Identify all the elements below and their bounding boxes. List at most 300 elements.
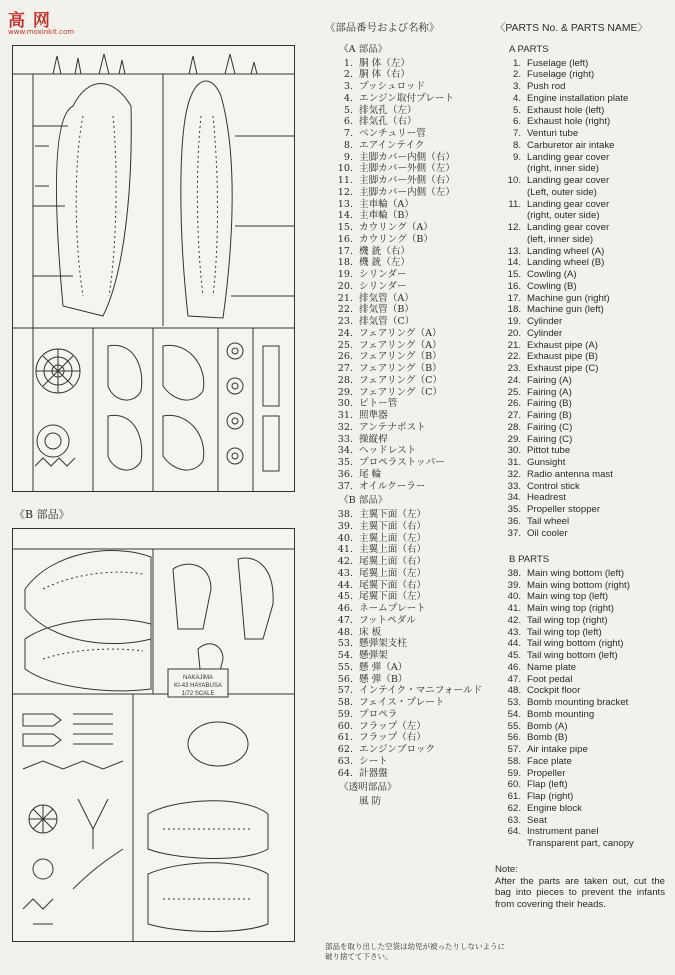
part-name: (right, inner side) <box>527 163 599 175</box>
part-row <box>495 697 665 709</box>
part-number: 12. <box>507 222 521 233</box>
part-name: Engine block <box>527 802 582 814</box>
part-row <box>325 721 495 733</box>
part-number: 23. <box>337 316 353 327</box>
part-row <box>495 410 665 422</box>
part-number: 28. <box>337 374 353 386</box>
part-row <box>495 187 665 199</box>
part-name: Fairing (A) <box>527 386 572 398</box>
part-name: Tail wing bottom (right) <box>527 638 624 650</box>
part-number: 25. <box>337 339 353 351</box>
part-row <box>495 803 665 815</box>
part-row <box>325 709 495 721</box>
part-name: シート <box>359 755 388 767</box>
en-parts-a <box>495 58 665 540</box>
part-name: Cowling (B) <box>527 280 577 292</box>
part-row <box>495 293 665 305</box>
part-name: Fuselage (right) <box>527 69 595 81</box>
part-row <box>325 568 495 580</box>
part-row <box>495 650 665 662</box>
part-row <box>325 533 495 545</box>
part-row <box>495 269 665 281</box>
part-name: Fairing (B) <box>527 398 572 410</box>
part-number: 63. <box>507 814 521 826</box>
part-number: 43. <box>337 567 353 579</box>
part-name: カウリング（A） <box>359 222 433 233</box>
part-row <box>325 603 495 615</box>
part-number: 61. <box>507 791 521 802</box>
part-number <box>495 838 527 850</box>
part-number: 6. <box>343 116 353 128</box>
part-row <box>495 627 665 639</box>
part-name: Push rod <box>527 81 566 92</box>
part-number: 2. <box>512 69 521 81</box>
part-name: Flap (right) <box>527 791 574 802</box>
part-name: アンテナポスト <box>359 421 426 433</box>
jp-list-header: 《部品番号および名称》 <box>325 22 440 34</box>
part-number: 1. <box>512 57 521 69</box>
part-name: Bomb (A) <box>527 720 568 732</box>
part-name: Tail wing top (right) <box>527 614 608 626</box>
jp-clear-part-row <box>325 796 495 808</box>
part-number: 45. <box>337 591 353 603</box>
part-name: 胴 体（左） <box>359 57 411 69</box>
part-number: 41. <box>337 544 353 556</box>
part-row <box>495 422 665 434</box>
part-row <box>325 544 495 556</box>
part-number: 11. <box>508 198 521 210</box>
part-number: 4. <box>343 92 353 104</box>
part-number: 63. <box>337 755 353 767</box>
part-row <box>325 116 495 128</box>
part-row <box>325 591 495 603</box>
part-name: ネームプレート <box>359 603 426 614</box>
part-number: 15. <box>337 222 353 233</box>
part-number: 48. <box>337 626 353 638</box>
part-number <box>495 234 527 246</box>
part-number: 27. <box>507 410 521 421</box>
part-row <box>325 768 495 780</box>
part-row <box>325 187 495 199</box>
part-row <box>495 756 665 768</box>
part-name: 尾 輪 <box>359 468 382 480</box>
part-number: 38. <box>337 509 353 520</box>
part-row <box>325 351 495 363</box>
part-name: オイルクーラー <box>359 480 426 492</box>
part-number: 48. <box>507 685 521 697</box>
part-row <box>325 58 495 70</box>
part-name: Control stick <box>527 480 580 492</box>
part-row <box>325 210 495 222</box>
part-number: 35. <box>507 504 521 515</box>
part-row <box>495 504 665 516</box>
part-name: Engine installation plate <box>527 92 629 104</box>
part-number: 59. <box>337 708 353 720</box>
en-list-header: 〈PARTS No. & PARTS NAME〉 <box>495 23 648 34</box>
part-number: 11. <box>337 175 353 186</box>
part-row <box>325 152 495 164</box>
part-name: 主脚カバー内側（右） <box>359 151 455 163</box>
jp-section-clear: 《透明部品》 <box>339 782 397 794</box>
part-name: Bomb mounting <box>527 708 595 720</box>
part-row <box>325 328 495 340</box>
part-row <box>495 140 665 152</box>
watermark-url: www.moxinkit.com <box>8 28 75 36</box>
part-number: 59. <box>507 767 521 779</box>
en-section-a: A PARTS <box>509 43 549 55</box>
part-number: 42. <box>507 614 521 626</box>
part-number: 60. <box>507 779 521 791</box>
part-name: Fairing (B) <box>527 410 572 421</box>
part-name: Machine gun (left) <box>527 304 604 316</box>
part-name: Pittot tube <box>527 445 571 457</box>
part-row <box>495 257 665 269</box>
part-name: エアインテイク <box>359 139 425 151</box>
part-row <box>495 234 665 246</box>
part-name: 懸弾架 <box>359 650 388 661</box>
part-name: 胴 体（右） <box>359 69 411 81</box>
part-row <box>325 199 495 211</box>
en-parts-list <box>495 23 665 911</box>
part-name: Landing gear cover <box>527 175 610 186</box>
part-name: Fairing (C) <box>527 421 573 433</box>
part-number: 62. <box>507 802 521 814</box>
part-name: Bomb (B) <box>527 732 568 744</box>
part-name: (left, inner side) <box>527 233 594 245</box>
part-name: 排気管（C） <box>359 316 415 327</box>
part-name: 主車輪（A） <box>359 198 414 210</box>
part-row <box>495 222 665 234</box>
part-number: 37. <box>507 527 521 539</box>
part-row <box>325 281 495 293</box>
part-name: Landing gear cover <box>527 222 610 233</box>
part-row <box>325 140 495 152</box>
part-row <box>495 591 665 603</box>
part-row <box>325 685 495 697</box>
part-number: 10. <box>337 163 353 175</box>
part-name: Oil cooler <box>527 527 568 539</box>
part-row <box>325 375 495 387</box>
part-number: 46. <box>337 603 353 614</box>
part-row <box>325 732 495 744</box>
part-number: 27. <box>337 363 353 374</box>
part-row <box>495 732 665 744</box>
name-plate-line-1: NAKAJIMA <box>182 675 214 681</box>
part-name: Propeller <box>527 767 566 779</box>
part-name: フットペダル <box>359 614 416 626</box>
part-row <box>325 615 495 627</box>
part-row <box>495 199 665 211</box>
part-number: 36. <box>507 515 521 527</box>
part-row <box>495 316 665 328</box>
part-number: 44. <box>507 638 521 650</box>
part-name: 主脚カバー内側（左） <box>359 186 455 198</box>
part-row <box>495 387 665 399</box>
part-name: Face plate <box>527 755 572 767</box>
part-number: 61. <box>337 732 353 744</box>
part-row <box>325 744 495 756</box>
jp-clear-part: 風 防 <box>359 796 382 807</box>
part-name: Tail wheel <box>527 515 570 527</box>
part-row <box>495 469 665 481</box>
part-row <box>495 152 665 164</box>
part-row <box>495 838 665 850</box>
part-number: 3. <box>343 81 353 92</box>
watermark <box>8 6 74 36</box>
part-row <box>495 445 665 457</box>
part-row <box>495 363 665 375</box>
part-name: 尾翼下面（右） <box>359 579 427 591</box>
part-number: 7. <box>343 128 353 139</box>
part-name: 尾翼下面（左） <box>359 591 427 603</box>
part-number: 38. <box>507 567 521 579</box>
part-row <box>325 246 495 258</box>
part-row <box>325 580 495 592</box>
part-number: 57. <box>337 685 353 697</box>
part-number: 7. <box>512 128 521 139</box>
part-row <box>495 328 665 340</box>
part-name: 主翼上面（左） <box>359 532 427 544</box>
part-row <box>325 222 495 234</box>
part-row <box>495 615 665 627</box>
part-number: 31. <box>507 457 521 468</box>
part-number: 3. <box>512 81 521 92</box>
part-row <box>325 398 495 410</box>
part-row <box>325 638 495 650</box>
part-name: フェアリング（C） <box>359 386 443 398</box>
part-name: Headrest <box>527 492 566 504</box>
part-row <box>325 304 495 316</box>
part-name: Fairing (A) <box>527 374 572 386</box>
part-name: Landing wheel (A) <box>527 245 605 257</box>
part-name: (Left, outer side) <box>527 186 597 198</box>
part-number: 16. <box>337 233 353 245</box>
part-name: Exhaust pipe (B) <box>527 351 598 363</box>
part-number <box>325 796 359 808</box>
part-name: Exhaust pipe (A) <box>527 339 598 351</box>
part-name: Instrument panel <box>527 826 599 838</box>
part-name: 操縦桿 <box>359 433 388 445</box>
part-row <box>325 69 495 81</box>
part-name: シリンダー <box>359 280 407 292</box>
part-number: 64. <box>507 826 521 838</box>
part-name: ベンチュリー管 <box>359 128 426 139</box>
part-name: Exhaust hole (right) <box>527 116 611 128</box>
part-number: 24. <box>337 327 353 339</box>
part-name: 排気管（A） <box>359 292 414 304</box>
part-number: 26. <box>507 398 521 410</box>
part-row <box>325 410 495 422</box>
part-row <box>325 662 495 674</box>
part-name: Flap (left) <box>527 779 568 791</box>
part-name: Exhaust hole (left) <box>527 104 605 116</box>
part-number: 36. <box>337 468 353 480</box>
part-name: Tail wing top (left) <box>527 626 602 638</box>
part-number: 5. <box>512 104 521 116</box>
part-row <box>495 175 665 187</box>
part-number: 20. <box>507 327 521 339</box>
part-name: 懸弾架支柱 <box>359 638 407 650</box>
part-name: フェアリング（A） <box>359 339 442 351</box>
en-note <box>495 864 665 911</box>
part-number: 41. <box>507 603 521 614</box>
part-number: 53. <box>507 697 521 708</box>
part-row <box>495 603 665 615</box>
part-name: 尾翼上面（左） <box>359 567 427 579</box>
part-number: 10. <box>507 175 521 186</box>
part-number: 62. <box>337 744 353 755</box>
part-name: Radio antenna mast <box>527 468 613 480</box>
part-name: ヘッドレスト <box>359 445 417 457</box>
part-row <box>495 791 665 803</box>
part-row <box>495 709 665 721</box>
part-name: Cylinder <box>527 327 563 339</box>
part-row <box>495 434 665 446</box>
part-number: 43. <box>507 626 521 638</box>
part-row <box>325 163 495 175</box>
part-number: 17. <box>337 245 353 257</box>
part-name: エンジンブロック <box>359 744 436 755</box>
part-name: 主翼上面（右） <box>359 544 427 556</box>
part-name: プッシュロッド <box>359 81 426 92</box>
en-note-body: After the parts are taken out, cut the bag into pieces to prevent the infants from covering their heads. <box>495 875 665 911</box>
part-number: 30. <box>507 445 521 457</box>
part-name: 排気孔（左） <box>359 104 417 116</box>
part-name: 計器盤 <box>359 767 388 779</box>
part-row <box>325 457 495 469</box>
part-number: 47. <box>507 673 521 685</box>
part-row <box>325 316 495 328</box>
part-number: 44. <box>337 579 353 591</box>
part-row <box>495 528 665 540</box>
part-row <box>495 516 665 528</box>
jp-parts-list <box>325 23 495 808</box>
sprue-b-label: 《B 部品》 <box>14 508 70 521</box>
part-number: 15. <box>507 269 521 280</box>
part-number: 14. <box>337 210 353 222</box>
part-name: (right, outer side) <box>527 210 600 222</box>
part-number: 33. <box>337 433 353 445</box>
part-number: 56. <box>507 732 521 744</box>
part-row <box>325 234 495 246</box>
part-name: 主脚カバー外側（右） <box>359 175 455 186</box>
part-number: 29. <box>507 433 521 445</box>
part-row <box>495 779 665 791</box>
part-name: フェアリング（B） <box>359 363 442 374</box>
part-name: プロペラストッパー <box>359 457 445 468</box>
part-name: ピトー管 <box>359 398 398 410</box>
part-row <box>325 293 495 305</box>
part-number: 34. <box>337 445 353 457</box>
part-row <box>325 257 495 269</box>
part-name: 機 銃（左） <box>359 257 411 269</box>
part-number: 9. <box>343 151 353 163</box>
part-number: 64. <box>337 767 353 779</box>
part-name: シリンダー <box>359 269 407 280</box>
part-row <box>495 744 665 756</box>
part-name: Cowling (A) <box>527 269 577 280</box>
en-note-title: Note: <box>495 863 518 875</box>
part-number: 23. <box>507 363 521 374</box>
part-name: プロペラ <box>359 708 398 720</box>
part-number: 55. <box>507 720 521 732</box>
part-number: 19. <box>337 269 353 280</box>
part-name: Name plate <box>527 661 577 673</box>
part-row <box>325 128 495 140</box>
part-number: 35. <box>337 457 353 468</box>
part-number <box>495 210 527 222</box>
part-row <box>495 340 665 352</box>
part-row <box>325 674 495 686</box>
part-name: Main wing bottom (right) <box>527 579 630 591</box>
part-row <box>495 351 665 363</box>
sprue-a-drawing <box>13 46 294 491</box>
part-number: 60. <box>337 720 353 732</box>
part-row <box>495 105 665 117</box>
part-row <box>495 58 665 70</box>
part-name: Fuselage (left) <box>527 57 589 69</box>
part-number: 13. <box>337 198 353 210</box>
part-number: 2. <box>343 69 353 81</box>
part-name: 機 銃（右） <box>359 245 411 257</box>
part-row <box>495 81 665 93</box>
part-number: 33. <box>507 480 521 492</box>
part-number: 22. <box>337 304 353 316</box>
part-number: 54. <box>507 708 521 720</box>
part-number: 55. <box>337 661 353 673</box>
part-number: 17. <box>507 292 521 304</box>
en-section-b: B PARTS <box>509 554 550 565</box>
part-number: 28. <box>507 421 521 433</box>
part-name: 懸 弾（B） <box>359 673 408 685</box>
part-name: フェイス・プレート <box>359 697 445 708</box>
part-name: Main wing top (left) <box>527 591 609 603</box>
part-name: 主車輪（B） <box>359 210 415 222</box>
part-row <box>495 281 665 293</box>
part-row <box>495 768 665 780</box>
part-number: 26. <box>337 351 353 363</box>
part-number: 45. <box>507 650 521 661</box>
part-row <box>325 93 495 105</box>
part-number: 57. <box>507 744 521 755</box>
part-number: 30. <box>337 398 353 410</box>
part-row <box>325 521 495 533</box>
part-name: Gunsight <box>527 457 566 468</box>
part-row <box>495 481 665 493</box>
part-number: 47. <box>337 614 353 626</box>
part-name: 照準器 <box>359 410 388 421</box>
part-number: 40. <box>337 532 353 544</box>
part-row <box>495 815 665 827</box>
part-name: Foot pedal <box>527 673 573 685</box>
jp-section-a: 《A 部品》 <box>339 43 388 55</box>
part-row <box>325 175 495 187</box>
part-name: Carburetor air intake <box>527 139 615 151</box>
part-number: 6. <box>512 116 521 128</box>
part-row <box>325 81 495 93</box>
name-plate-line-2: KI-43 HAYABUSA <box>174 683 222 689</box>
part-row <box>325 481 495 493</box>
part-name: Exhaust pipe (C) <box>527 363 599 374</box>
part-name: 尾翼上面（右） <box>359 556 427 567</box>
part-number: 18. <box>337 257 353 269</box>
part-row <box>325 269 495 281</box>
part-number: 29. <box>337 386 353 398</box>
part-row <box>495 246 665 258</box>
part-number: 42. <box>337 556 353 567</box>
part-number: 32. <box>507 468 521 480</box>
part-number: 54. <box>337 650 353 661</box>
